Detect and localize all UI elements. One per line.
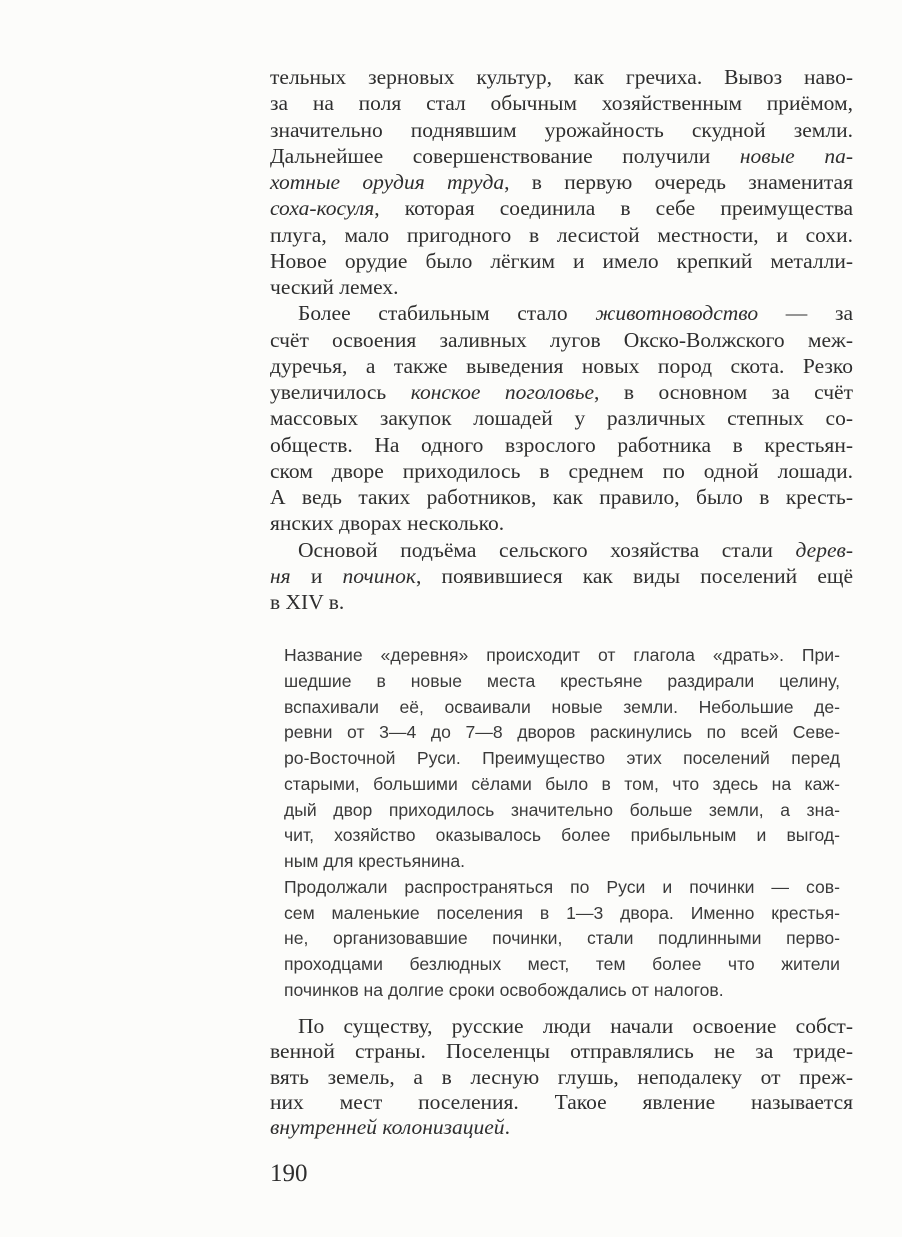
text-segment: Продолжали распространяться по Руси и починки — сов-	[284, 876, 840, 897]
text-segment: не, организовавшие починки, стали подлинными перво-	[284, 928, 840, 949]
text-line	[270, 300, 853, 326]
paragraph	[284, 875, 840, 1004]
text-line	[270, 379, 853, 405]
text-line	[270, 1014, 853, 1039]
text-segment: счёт освоения заливных лугов Окско-Волжского меж-	[270, 327, 853, 352]
text-line	[270, 1065, 853, 1090]
text-segment: и	[290, 563, 343, 588]
text-line	[284, 823, 840, 849]
text-segment: ревни от 3—4 до 7—8 дворов раскинулись по всей Севе-	[284, 722, 840, 743]
text-segment: значительно поднявшим урожайность скудной земли.	[270, 117, 853, 142]
text-segment: старыми, большими сёлами было в том, что здесь на каж-	[284, 773, 840, 794]
text-segment: ческий лемех.	[270, 275, 399, 299]
text-line	[270, 484, 853, 510]
text-line	[270, 563, 853, 589]
text-segment: Дальнейшее совершенствование получили	[270, 143, 740, 168]
text-line	[270, 1090, 853, 1115]
text-segment: проходцами безлюдных мест, тем более что жители	[284, 954, 840, 974]
text-line	[270, 589, 853, 615]
text-segment: — за	[758, 301, 853, 326]
text-line	[270, 274, 853, 300]
text-line	[270, 117, 853, 143]
text-segment: Более стабильным стало	[298, 301, 596, 326]
text-segment: , которая соединила в себе преимущества	[374, 196, 853, 221]
text-segment: них мест поселения. Такое явление называется	[270, 1089, 853, 1114]
text-line	[284, 772, 840, 798]
emphasized-term: дерев-	[795, 537, 853, 562]
text-segment: плуга, мало пригодного в лесистой местности, и сохи.	[270, 222, 853, 247]
text-line	[284, 746, 840, 772]
text-segment: По существу, русские люди начали освоение собст-	[298, 1014, 853, 1038]
text-line	[284, 978, 840, 1004]
paragraph	[270, 300, 853, 536]
emphasized-term: хотные орудия труда	[270, 170, 505, 194]
text-line	[270, 432, 853, 458]
text-line	[284, 798, 840, 824]
text-segment: шедшие в новые места крестьяне раздирали целину,	[284, 670, 840, 691]
page-number: 190	[270, 1160, 308, 1187]
paragraph	[270, 1014, 853, 1140]
text-line	[270, 510, 853, 536]
text-line	[270, 90, 853, 116]
text-segment: сем маленькие поселения в 1—3 двора. Именно крестья-	[284, 902, 840, 923]
text-segment: вять земель, а в лесную глушь, неподалеку от преж-	[270, 1064, 853, 1089]
text-segment: янских дворах несколько.	[270, 511, 505, 536]
text-line	[284, 875, 840, 901]
text-segment: дуречья, а также выведения новых пород скота. Резко	[270, 353, 853, 378]
text-segment: вспахивали её, осваивали новые земли. Небольшие де-	[284, 696, 840, 717]
text-segment: А ведь таких работников, как правило, было в кресть-	[270, 485, 853, 509]
text-line	[270, 195, 853, 221]
text-segment: чит, хозяйство оказывалось более прибыльным и выгод-	[284, 825, 840, 846]
text-segment: ным для крестьянина.	[284, 851, 466, 871]
text-segment: .	[504, 1115, 510, 1139]
emphasized-term: ня	[270, 563, 291, 588]
emphasized-term: соха-косуля	[270, 196, 375, 221]
text-line	[284, 901, 840, 927]
text-segment: за на поля стал обычным хозяйственным приёмом,	[270, 91, 853, 116]
text-segment: увеличилось	[270, 380, 411, 404]
text-line	[284, 695, 840, 721]
paragraph	[270, 64, 853, 300]
text-segment: Новое орудие было лёгким и имело крепкий металли-	[270, 248, 853, 273]
text-line	[284, 720, 840, 746]
text-line	[284, 926, 840, 952]
main-text	[270, 64, 853, 615]
text-line	[284, 669, 840, 695]
text-line	[284, 849, 840, 875]
emphasized-term: новые па-	[739, 143, 853, 168]
text-segment: венной страны. Поселенцы отправлялись не за триде-	[270, 1039, 853, 1064]
text-line	[270, 222, 853, 248]
text-segment: в XIV в.	[270, 590, 345, 614]
emphasized-term: внутренней колонизацией	[270, 1115, 505, 1139]
text-segment: массовых закупок лошадей у различных степных со-	[270, 406, 853, 431]
text-line	[270, 537, 853, 563]
closing-text	[270, 1014, 853, 1140]
text-segment: дый двор приходилось значительно больше земли, а зна-	[284, 799, 840, 820]
paragraph	[284, 643, 840, 875]
text-line	[270, 1115, 853, 1140]
text-line	[284, 643, 840, 669]
text-segment: , в основном за счёт	[594, 380, 853, 404]
text-line	[270, 353, 853, 379]
text-segment: Основой подъёма сельского хозяйства стали	[298, 537, 796, 562]
emphasized-term: починок	[342, 563, 416, 588]
text-line	[270, 64, 853, 90]
text-line	[270, 405, 853, 431]
text-line	[270, 1039, 853, 1064]
text-line	[270, 458, 853, 484]
text-line	[270, 327, 853, 353]
text-line	[270, 143, 853, 169]
text-segment: ском дворе приходилось в среднем по одной лошади.	[270, 458, 853, 483]
text-segment: тельных зерновых культур, как гречиха. Вывоз наво-	[270, 65, 853, 89]
text-line	[284, 952, 840, 978]
emphasized-term: конское поголовье	[410, 380, 595, 404]
text-segment: , появившиеся как виды поселений ещё	[415, 563, 853, 588]
text-line	[270, 169, 853, 195]
text-segment: обществ. На одного взрослого работника в крестьян-	[270, 432, 853, 457]
emphasized-term: животноводство	[595, 301, 759, 326]
paragraph	[270, 537, 853, 616]
text-line	[270, 248, 853, 274]
text-segment: , в первую очередь знаменитая	[504, 170, 853, 194]
sidebar-note	[284, 643, 840, 1004]
text-segment: Название «деревня» происходит от глагола «драть». При-	[284, 645, 840, 665]
text-segment: починков на долгие сроки освобождались от налогов.	[284, 979, 724, 1000]
text-segment: ро-Восточной Руси. Преимущество этих поселений перед	[284, 748, 840, 768]
